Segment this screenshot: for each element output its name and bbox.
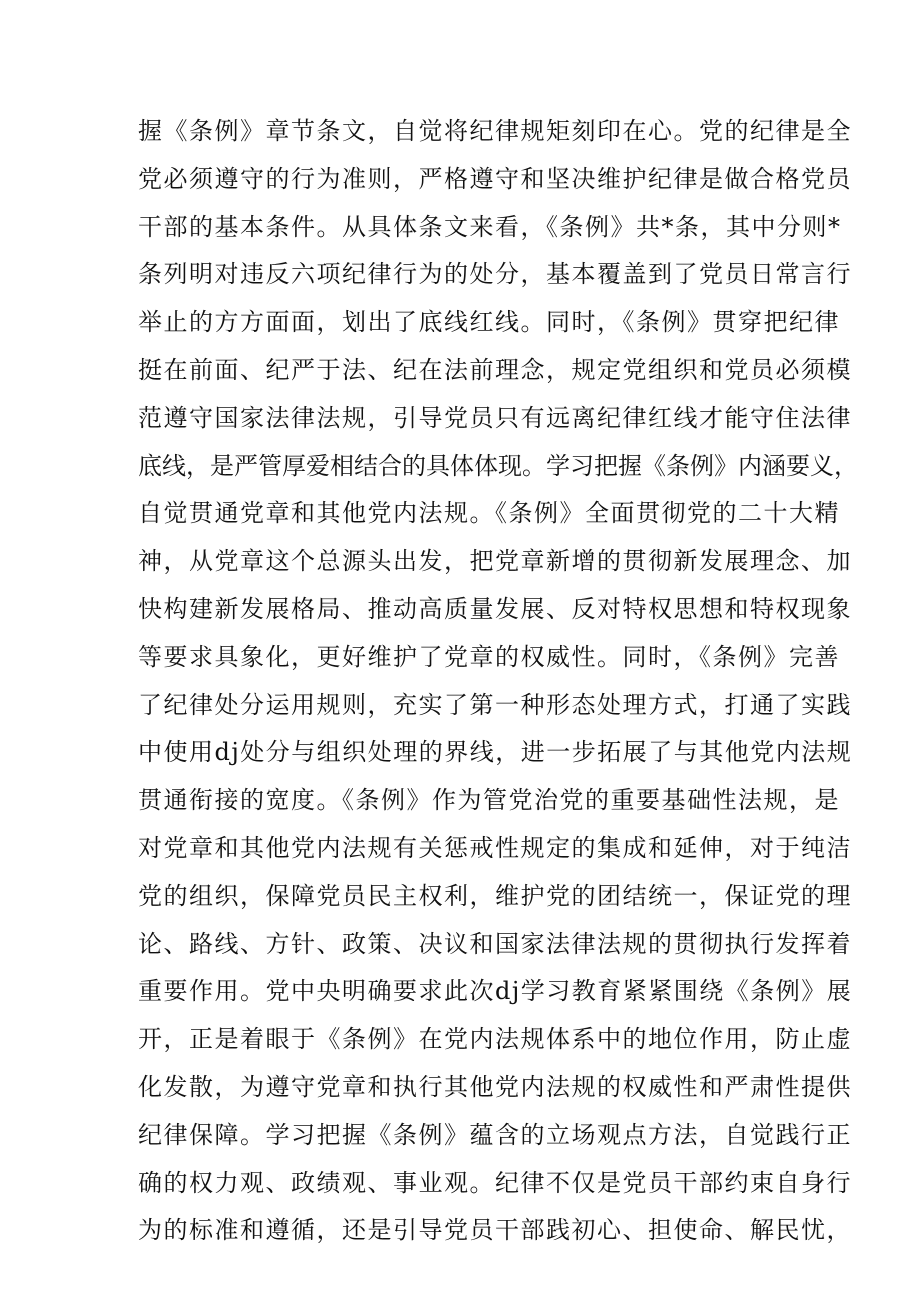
text-line-5: 举止的方方面面，划出了底线红线。同时，《条例》贯穿把纪律 — [138, 308, 840, 337]
text-line-20: 开，正是着眼于《条例》在党内法规体系中的地位作用，防止虚 — [138, 1025, 852, 1054]
text-line-18: 论、路线、方针、政策、决议和国家法律法规的贯彻执行发挥着 — [138, 929, 852, 958]
text-line-7: 范遵守国家法律法规，引导党员只有远离纪律红线才能守住法律 — [138, 403, 852, 432]
text-line-17: 党的组织，保障党员民主权利，维护党的团结统一，保证党的理 — [138, 881, 852, 910]
text-line-4: 条列明对违反六项纪律行为的处分，基本覆盖到了党员日常言行 — [138, 260, 852, 289]
text-line-14: 中使用dj处分与组织处理的界线，进一步拓展了与其他党内法规 — [138, 738, 853, 767]
body-paragraph — [138, 108, 858, 1255]
text-line-22: 纪律保障。学习把握《条例》蕴含的立场观点方法，自觉践行正 — [138, 1120, 852, 1149]
text-line-24: 为的标准和遵循，还是引导党员干部践初心、担使命、解民忧， — [138, 1216, 852, 1245]
text-line-9: 自觉贯通党章和其他党内法规。《条例》全面贯彻党的二十大精 — [138, 499, 840, 528]
text-line-21: 化发散，为遵守党章和执行其他党内法规的权威性和严肃性提供 — [138, 1072, 852, 1101]
text-line-23: 确的权力观、政绩观、事业观。纪律不仅是党员干部约束自身行 — [138, 1168, 852, 1197]
text-line-8: 底线，是严管厚爱相结合的具体体现。学习把握《条例》内涵要义， — [138, 451, 858, 480]
text-line-15: 贯通衔接的宽度。《条例》作为管党治党的重要基础性法规，是 — [138, 786, 840, 815]
text-line-19: 重要作用。党中央明确要求此次dj学习教育紧紧围绕《条例》展 — [138, 977, 853, 1006]
text-line-12: 等要求具象化，更好维护了党章的权威性。同时，《条例》完善 — [138, 642, 840, 671]
text-line-6: 挺在前面、纪严于法、纪在法前理念，规定党组织和党员必须模 — [138, 355, 852, 384]
text-line-10: 神，从党章这个总源头出发，把党章新增的贯彻新发展理念、加 — [138, 547, 852, 576]
text-line-13: 了纪律处分运用规则，充实了第一种形态处理方式，打通了实践 — [138, 690, 852, 719]
text-line-1: 握《条例》章节条文，自觉将纪律规矩刻印在心。党的纪律是全 — [138, 117, 852, 145]
text-line-11: 快构建新发展格局、推动高质量发展、反对特权思想和特权现象 — [138, 594, 852, 623]
text-line-2: 党必须遵守的行为准则，严格遵守和坚决维护纪律是做合格党员 — [138, 164, 852, 193]
text-line-3: 干部的基本条件。从具体条文来看，《条例》共*条，其中分则* — [138, 212, 842, 241]
text-line-16: 对党章和其他党内法规有关惩戒性规定的集成和延伸，对于纯洁 — [138, 833, 852, 862]
